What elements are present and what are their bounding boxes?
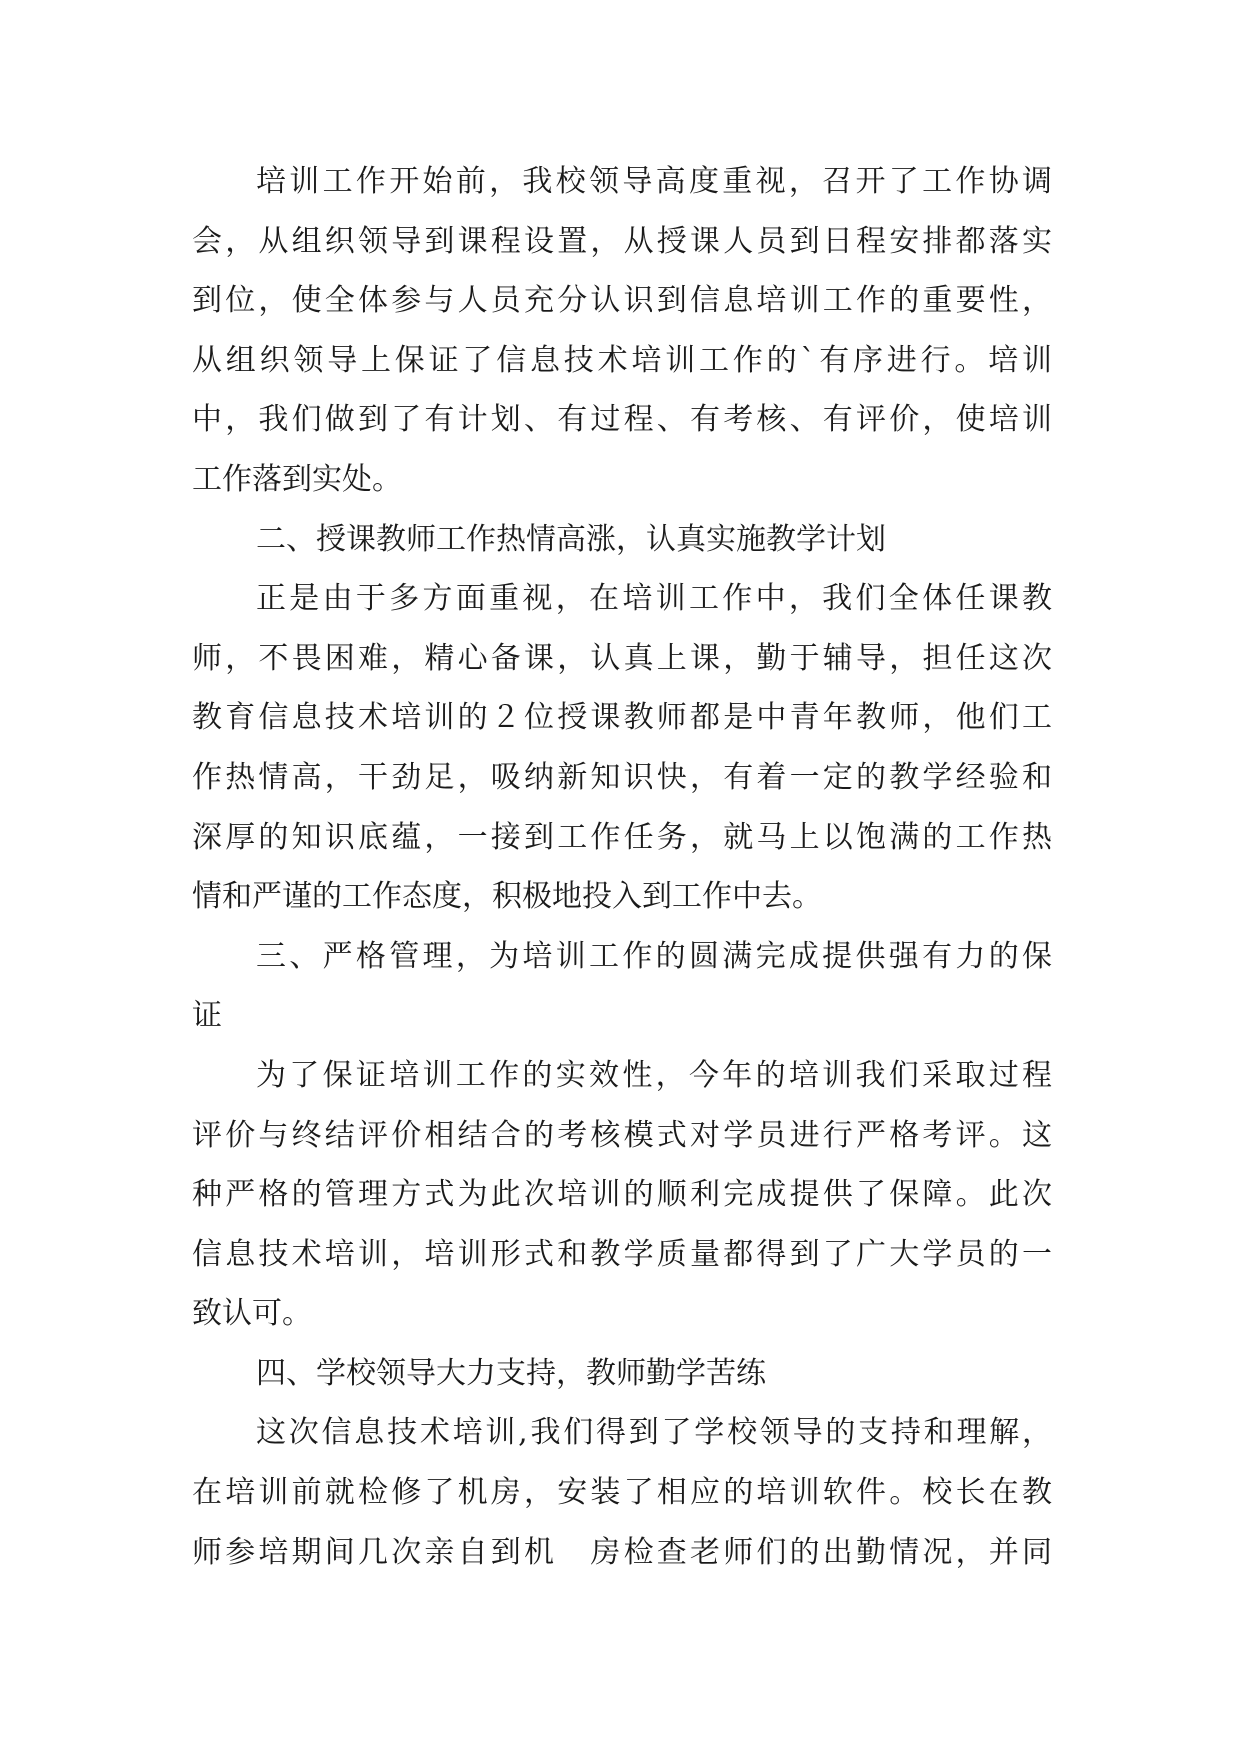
text-line: 到位，使全体参与人员充分认识到信息培训工作的重要性， xyxy=(192,283,1052,319)
text-line: 信息技术培训，培训形式和教学质量都得到了广大学员的一 xyxy=(192,1236,1052,1272)
text-line: 在培训前就检修了机房，安装了相应的培训软件。校长在教 xyxy=(192,1475,1052,1511)
text-line: 工作落到实处。 xyxy=(192,461,402,497)
text-line: 为了保证培训工作的实效性，今年的培训我们采取过程 xyxy=(256,1057,1052,1093)
text-line: 证 xyxy=(192,998,222,1034)
text-line: 四、学校领导大力支持，教师勤学苦练 xyxy=(256,1355,766,1391)
text-line: 中，我们做到了有计划、有过程、有考核、有评价，使培训 xyxy=(192,402,1052,438)
text-line: 情和严谨的工作态度，积极地投入到工作中去。 xyxy=(192,879,822,915)
text-line: 致认可。 xyxy=(192,1296,312,1332)
text-line: 教育信息技术培训的２位授课教师都是中青年教师，他们工 xyxy=(192,700,1052,736)
text-line: 正是由于多方面重视，在培训工作中，我们全体任课教 xyxy=(256,581,1052,617)
document-page xyxy=(192,152,1052,1582)
text-line: 会，从组织领导到课程设置，从授课人员到日程安排都落实 xyxy=(192,223,1052,259)
text-line: 从组织领导上保证了信息技术培训工作的`有序进行。培训 xyxy=(192,342,1052,378)
text-line: 这次信息技术培训,我们得到了学校领导的支持和理解， xyxy=(256,1415,1052,1451)
text-line: 评价与终结评价相结合的考核模式对学员进行严格考评。这 xyxy=(192,1117,1052,1153)
text-line: 三、严格管理，为培训工作的圆满完成提供强有力的保 xyxy=(256,938,1052,974)
text-line: 培训工作开始前，我校领导高度重视，召开了工作协调 xyxy=(256,164,1052,199)
text-line: 作热情高，干劲足，吸纳新知识快，有着一定的教学经验和 xyxy=(192,759,1052,795)
text-line: 二、授课教师工作热情高涨，认真实施教学计划 xyxy=(256,521,886,557)
text-line: 种严格的管理方式为此次培训的顺利完成提供了保障。此次 xyxy=(192,1177,1052,1213)
text-line: 师，不畏困难，精心备课，认真上课，勤于辅导，担任这次 xyxy=(192,640,1052,676)
text-line: 师参培期间几次亲自到机 房检查老师们的出勤情况，并同 xyxy=(192,1534,1052,1570)
text-line: 深厚的知识底蕴，一接到工作任务，就马上以饱满的工作热 xyxy=(192,819,1052,855)
